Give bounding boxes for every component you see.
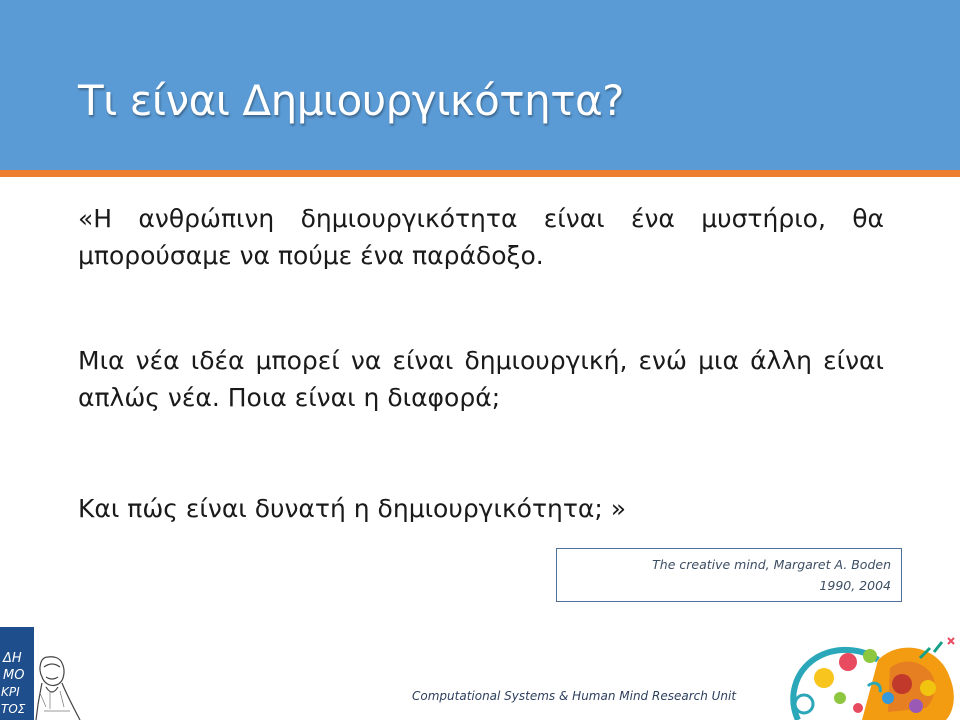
paragraph-2: Μια νέα ιδέα μπορεί να είναι δημιουργική, ενώ μια άλλη είναι απλώς νέα. Ποια είναι η διαφορά; bbox=[78, 346, 884, 412]
colorful-brain-icon bbox=[770, 628, 960, 720]
citation-source: The creative mind, Margaret A. Boden bbox=[652, 557, 891, 572]
paragraph-3: Και πώς είναι δυνατή η δημιουργικότητα; » bbox=[78, 494, 627, 523]
logo-letters-2: ΜΟ bbox=[3, 668, 25, 683]
research-unit-footer: Computational Systems & Human Mind Research Unit bbox=[412, 689, 737, 703]
logo-letters-4: ΤΟΣ bbox=[1, 702, 26, 716]
header-accent-stripe bbox=[0, 170, 960, 177]
citation-years: 1990, 2004 bbox=[819, 578, 891, 593]
logo-letters-3: ΚΡΙ bbox=[1, 685, 20, 699]
logo-letters-1: ΔΗ bbox=[3, 651, 22, 666]
slide-title: Τι είναι Δημιουργικότητα? bbox=[78, 76, 624, 125]
paragraph-1: «Η ανθρώπινη δημιουργικότητα είναι ένα μυστήριο, θα μπορούσαμε να πούμε ένα παράδοξο. bbox=[78, 204, 884, 270]
demokritos-logo-icon bbox=[0, 627, 82, 720]
citation-box bbox=[556, 548, 902, 602]
